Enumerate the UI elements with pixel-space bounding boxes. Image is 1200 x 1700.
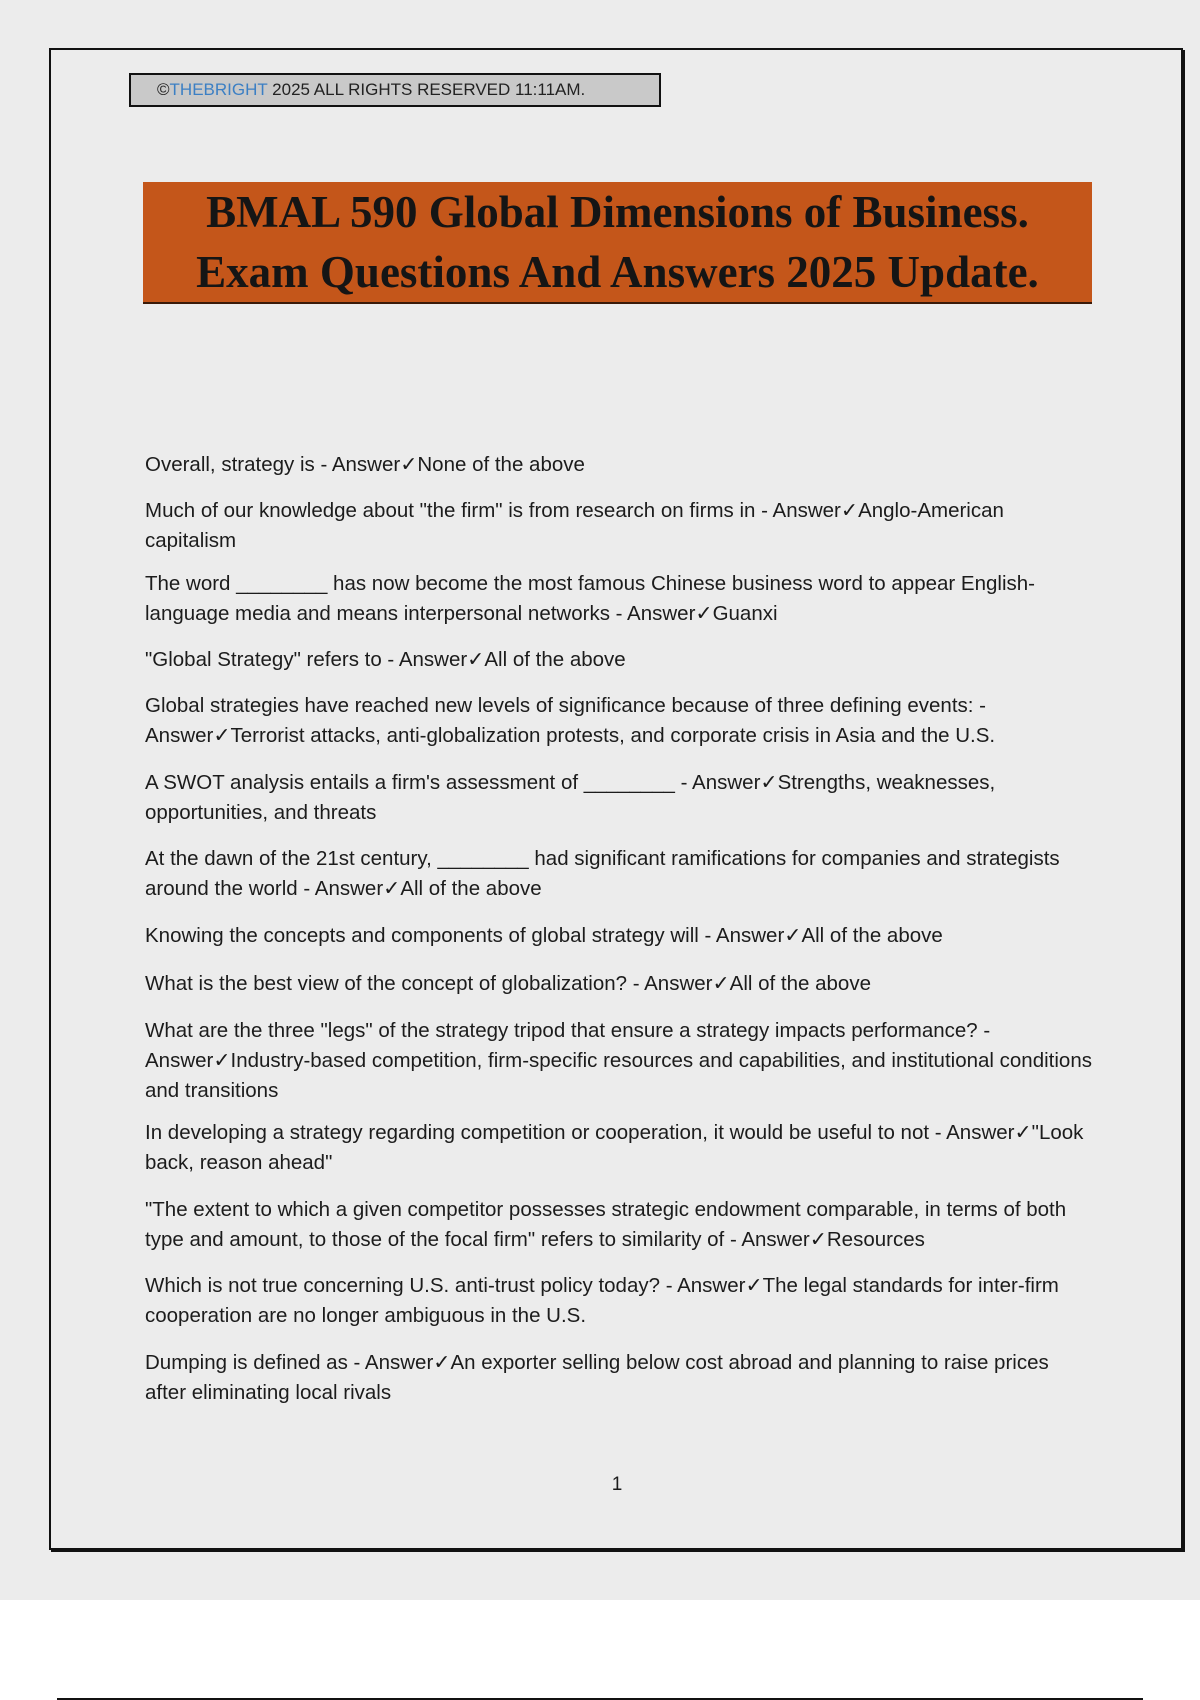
copyright-brand: THEBRIGHT: [169, 80, 268, 99]
qa-item: At the dawn of the 21st century, ________ had significant ramifications for companies and strategists around the world - Answer✓All of the above: [145, 847, 1060, 900]
copyright-notice: [129, 73, 661, 107]
qa-item: In developing a strategy regarding competition or cooperation, it would be useful to not - Answer✓"Look back, reason ahead": [145, 1121, 1084, 1174]
qa-item: Overall, strategy is - Answer✓None of the above: [145, 453, 585, 476]
qa-item: Knowing the concepts and components of global strategy will - Answer✓All of the above: [145, 924, 943, 947]
qa-item: "The extent to which a given competitor possesses strategic endowment comparable, in terms of both type and amount, to those of the focal firm" refers to similarity of - Answer✓Resources: [145, 1198, 1067, 1251]
qa-item: Much of our knowledge about "the firm" is from research on firms in - Answer✓Anglo-American capitalism: [145, 499, 1004, 552]
title-line-1: BMAL 590 Global Dimensions of Business.: [206, 187, 1029, 237]
qa-item: Which is not true concerning U.S. anti-trust policy today? - Answer✓The legal standards for inter-firm cooperation are no longer ambiguous in the U.S.: [145, 1274, 1059, 1327]
title-banner: [143, 182, 1092, 304]
qa-item: What are the three "legs" of the strategy tripod that ensure a strategy impacts performance? - Answer✓Industry-based competition, firm-specific resources and capabilities, and institutional conditions and transitions: [145, 1019, 1092, 1102]
qa-item: A SWOT analysis entails a firm's assessment of ________ - Answer✓Strengths, weaknesses, opportunities, and threats: [145, 771, 996, 824]
qa-item: The word ________ has now become the most famous Chinese business word to appear English-language media and means interpersonal networks - Answer✓Guanxi: [145, 572, 1035, 625]
qa-item: "Global Strategy" refers to - Answer✓All of the above: [145, 648, 626, 671]
qa-item: Global strategies have reached new levels of significance because of three defining events: - Answer✓Terrorist attacks, anti-globalization protests, and corporate crisis in Asia and the U.S.: [145, 694, 996, 747]
copyright-text: 2025 ALL RIGHTS RESERVED 11:11AM.: [267, 80, 586, 99]
title-line-2: Exam Questions And Answers 2025 Update.: [196, 247, 1039, 297]
qa-item: What is the best view of the concept of globalization? - Answer✓All of the above: [145, 972, 871, 995]
copyright-symbol: ©: [157, 80, 170, 99]
page-number: 1: [611, 1474, 623, 1495]
qa-list: [145, 450, 1095, 1408]
qa-item: Dumping is defined as - Answer✓An exporter selling below cost abroad and planning to raise prices after eliminating local rivals: [145, 1351, 1049, 1404]
